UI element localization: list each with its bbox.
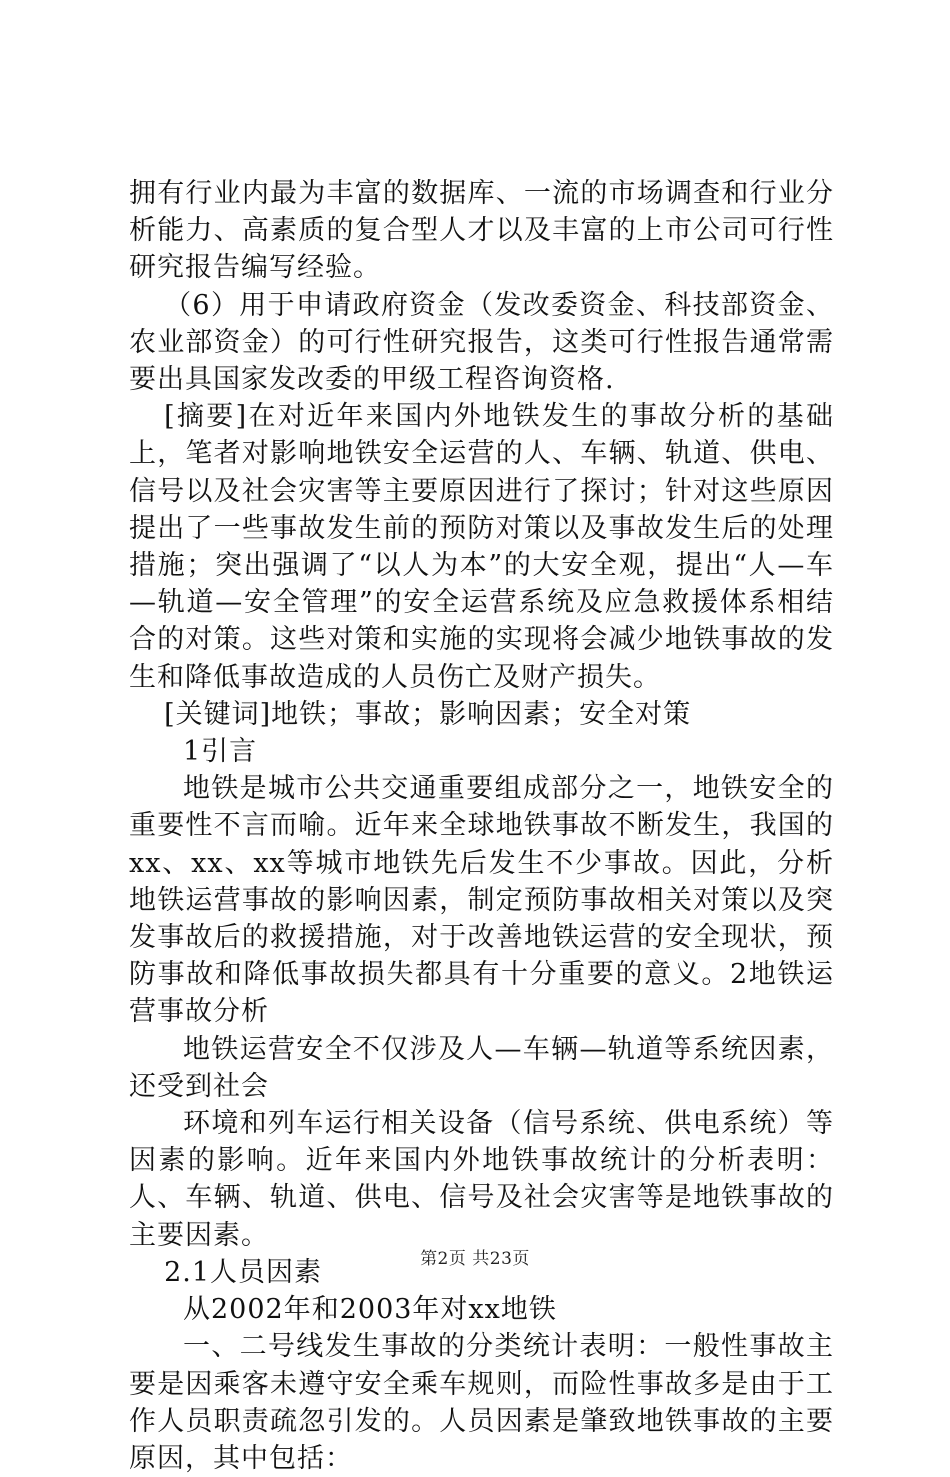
section-heading-introduction: 1引言 (183, 736, 258, 768)
document-body (129, 175, 834, 1477)
paragraph-keywords: [关键词]地铁；事故；影响因素；安全对策 (164, 698, 692, 730)
paragraph-statistics-detail: 一、二号线发生事故的分类统计表明：一般性事故主要是因乘客未遵守安全乘车规则，而险性事故多是由于工作人员职责疏忽引发的。人员因素是肇致地铁事故的主要原因，其中包括： (129, 1331, 834, 1474)
paragraph-environment: 环境和列车运行相关设备（信号系统、供电系统）等因素的影响。近年来国内外地铁事故统计的分析表明：人、车辆、轨道、供电、信号及社会灾害等是地铁事故的主要因素。 (129, 1108, 834, 1251)
paragraph-safety-factors: 地铁运营安全不仅涉及人—车辆—轨道等系统因素，还受到社会 (129, 1033, 834, 1102)
paragraph-abstract: [摘要]在对近年来国内外地铁发生的事故分析的基础上，笔者对影响地铁安全运营的人、车辆、轨道、供电、信号以及社会灾害等主要原因进行了探讨；针对这些原因提出了一些事故发生前的预防对策以及事故发生后的处理措施；突出强调了“以人为本”的大安全观，提出“人—车—轨道—安全管理”的安全运营系统及应急救援体系相结合的对策。这些对策和实施的实现将会减少地铁事故的发生和降低事故造成的人员伤亡及财产损失。 (129, 401, 834, 693)
paragraph-introduction: 地铁是城市公共交通重要组成部分之一，地铁安全的重要性不言而喻。近年来全球地铁事故不断发生，我国的xx、xx、xx等城市地铁先后发生不少事故。因此，分析地铁运营事故的影响因素，制定预防事故相关对策以及突发事故后的救援措施，对于改善地铁运营的安全现状，预防事故和降低事故损失都具有十分重要的意义。2地铁运营事故分析 (129, 773, 834, 1028)
paragraph-intro-continuation: 拥有行业内最为丰富的数据库、一流的市场调查和行业分析能力、高素质的复合型人才以及丰富的上市公司可行性研究报告编写经验。 (129, 178, 834, 284)
paragraph-statistics-intro: 从2002年和2003年对xx地铁 (183, 1294, 557, 1326)
page-footer (0, 1244, 950, 1269)
page-number-label: 第2页 共23页 (420, 1249, 530, 1269)
section-heading-personnel: 2.1人员因素 (164, 1256, 323, 1288)
paragraph-item-6: （6）用于申请政府资金（发改委资金、科技部资金、农业部资金）的可行性研究报告，这类可行性报告通常需要出具国家发改委的甲级工程咨询资格. (129, 289, 834, 396)
